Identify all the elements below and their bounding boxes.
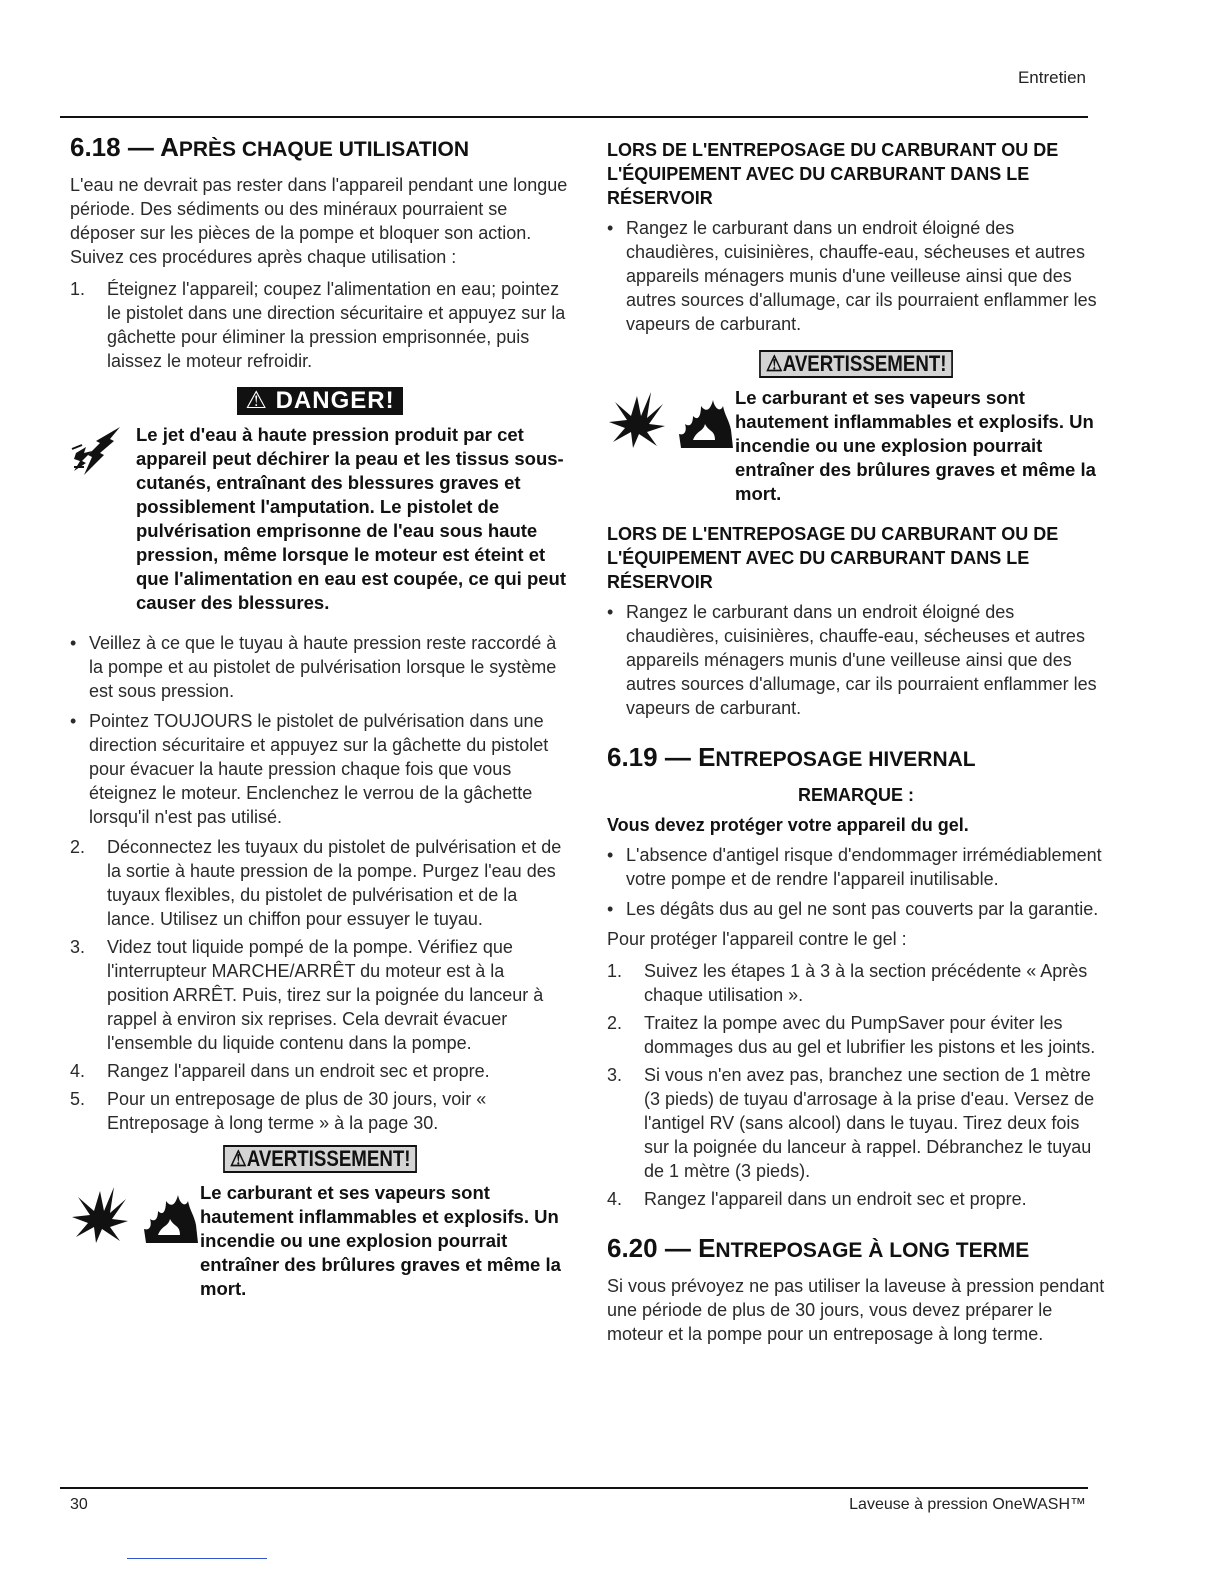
- danger-block: [70, 423, 570, 615]
- bullet-point-gun: • Pointez TOUJOURS le pistolet de pulvérisation dans une direction sécuritaire et appuyez sur la gâchette du pistolet pour évacuer la haute pression chaque fois que vous éteignez le moteur. Enclenchez le verrou de la gâchette lorsqu'il n'est pas utilisé.: [70, 711, 549, 827]
- note-title: REMARQUE :: [798, 785, 914, 805]
- danger-banner: ⚠ DANGER!: [237, 387, 402, 415]
- warning-text-left: Le carburant et ses vapeurs sont hautement inflammables et explosifs. Un incendie ou une explosion pourrait entraîner des brûlures graves et même la mort.: [200, 1182, 561, 1299]
- note-text: Vous devez protéger votre appareil du gel.: [607, 815, 969, 835]
- fuel-storage-heading-2: LORS DE L'ENTREPOSAGE DU CARBURANT OU DE L'ÉQUIPEMENT AVEC DU CARBURANT DANS LE RÉSERVOIR: [607, 524, 1059, 592]
- section-6-18-heading: 6.18 — APRÈS CHAQUE UTILISATION: [70, 132, 469, 162]
- header-title: Entretien: [1017, 68, 1086, 87]
- page-number: 30: [70, 1496, 88, 1513]
- footer-title: Laveuse à pression OneWASH™: [849, 1496, 1086, 1513]
- high-pressure-injection-icon: [70, 423, 128, 481]
- fire-icon: [671, 386, 735, 450]
- warning-block-left: [70, 1181, 570, 1301]
- warning-banner-right: ⚠AVERTISSEMENT!: [759, 350, 953, 378]
- fuel-storage-heading-1: LORS DE L'ENTREPOSAGE DU CARBURANT OU DE L'ÉQUIPEMENT AVEC DU CARBURANT DANS LE RÉSERVOIR: [607, 140, 1059, 208]
- footer-rule: [60, 1487, 1088, 1489]
- bullet-hose-connected: • Veillez à ce que le tuyau à haute pression reste raccordé à la pompe et au pistolet de pulvérisation lorsque le système est sous pression.: [70, 633, 557, 701]
- winter-step-2: 2. Traitez la pompe avec du PumpSaver pour éviter les dommages dus au gel et lubrifier les pistons et les joints.: [607, 1013, 1096, 1057]
- section-6-20-heading: 6.20 — ENTREPOSAGE À LONG TERME: [607, 1233, 1030, 1263]
- step-4: 4. Rangez l'appareil dans un endroit sec et propre.: [70, 1061, 490, 1081]
- right-column: [607, 132, 1105, 1354]
- winter-bullet-1: • L'absence d'antigel risque d'endommager irrémédiablement votre pompe et de rendre l'appareil inutilisable.: [607, 845, 1102, 889]
- section-6-18-intro: L'eau ne devrait pas rester dans l'appareil pendant une longue période. Des sédiments ou des minéraux pourraient se déposer sur les pièces de la pompe et bloquer son action. Suivez ces procédures après chaque utilisation :: [70, 175, 568, 267]
- left-column: [70, 132, 570, 1317]
- fuel-storage-bullet-1: • Rangez le carburant dans un endroit éloigné des chaudières, cuisinières, chauffe-eau, sécheuses et autres appareils ménagers munis d'une veilleuse ainsi que des autres sources d'allumage, car ils pourraient enflammer les vapeurs de carburant.: [607, 218, 1097, 334]
- warning-block-right: [607, 386, 1105, 506]
- link-underline: [127, 1558, 267, 1559]
- section-6-19-heading: 6.19 — ENTREPOSAGE HIVERNAL: [607, 742, 976, 772]
- fuel-storage-bullet-2: • Rangez le carburant dans un endroit éloigné des chaudières, cuisinières, chauffe-eau, sécheuses et autres appareils ménagers munis d'une veilleuse ainsi que des autres sources d'allumage, car ils pourraient enflammer les vapeurs de carburant.: [607, 602, 1097, 718]
- step-2: 2. Déconnectez les tuyaux du pistolet de pulvérisation et de la sortie à haute pression de la pompe. Purgez l'eau des tuyaux flexibles, du pistolet de pulvérisation et de la lance. Utilisez un chiffon pour essuyer le tuyau.: [70, 837, 562, 929]
- warning-text-right: Le carburant et ses vapeurs sont hautement inflammables et explosifs. Un incendie ou une explosion pourrait entraîner des brûlures graves et même la mort.: [735, 387, 1096, 504]
- warning-banner-left: ⚠AVERTISSEMENT!: [223, 1145, 417, 1173]
- explosion-icon: [607, 386, 667, 450]
- fire-icon: [136, 1181, 200, 1245]
- winter-step-3: 3. Si vous n'en avez pas, branchez une section de 1 mètre (3 pieds) de tuyau d'arrosage à la prise d'eau. Versez de l'antigel RV (sans alcool) dans le tuyau. Tirez deux fois sur la poignée du lanceur à rappel. Débranchez le tuyau de 1 mètre (3 pieds).: [607, 1065, 1095, 1181]
- explosion-icon: [70, 1181, 130, 1245]
- step-1: 1. Éteignez l'appareil; coupez l'alimentation en eau; pointez le pistolet dans une direction sécuritaire et appuyez sur la gâchette pour éliminer la pression emprisonnée, puis laissez le moteur refroidir.: [70, 279, 566, 371]
- header-rule: [60, 116, 1088, 118]
- step-5: 5. Pour un entreposage de plus de 30 jours, voir « Entreposage à long terme » à la page 30.: [70, 1089, 487, 1133]
- winter-step-4: 4. Rangez l'appareil dans un endroit sec et propre.: [607, 1189, 1027, 1209]
- protect-intro: Pour protéger l'appareil contre le gel :: [607, 929, 907, 949]
- danger-text: Le jet d'eau à haute pression produit par cet appareil peut déchirer la peau et les tissus sous-cutanés, entraînant des blessures graves et possiblement l'amputation. Le pistolet de pulvérisation emprisonne de l'eau sous haute pression, même lorsque le moteur est éteint et que l'alimentation en eau est coupée, ce qui peut causer des blessures.: [136, 424, 566, 613]
- step-3: 3. Videz tout liquide pompé de la pompe. Vérifiez que l'interrupteur MARCHE/ARRÊT du moteur est à la position ARRÊT. Puis, tirez sur la poignée du lanceur à rappel à environ six reprises. Cela devrait évacuer l'ensemble du liquide contenu dans la pompe.: [70, 937, 544, 1053]
- winter-bullet-2: • Les dégâts dus au gel ne sont pas couverts par la garantie.: [607, 899, 1099, 919]
- winter-step-1: 1. Suivez les étapes 1 à 3 à la section précédente « Après chaque utilisation ».: [607, 961, 1088, 1005]
- long-term-text: Si vous prévoyez ne pas utiliser la laveuse à pression pendant une période de plus de 30 jours, vous devez préparer le moteur et la pompe pour un entreposage à long terme.: [607, 1276, 1105, 1344]
